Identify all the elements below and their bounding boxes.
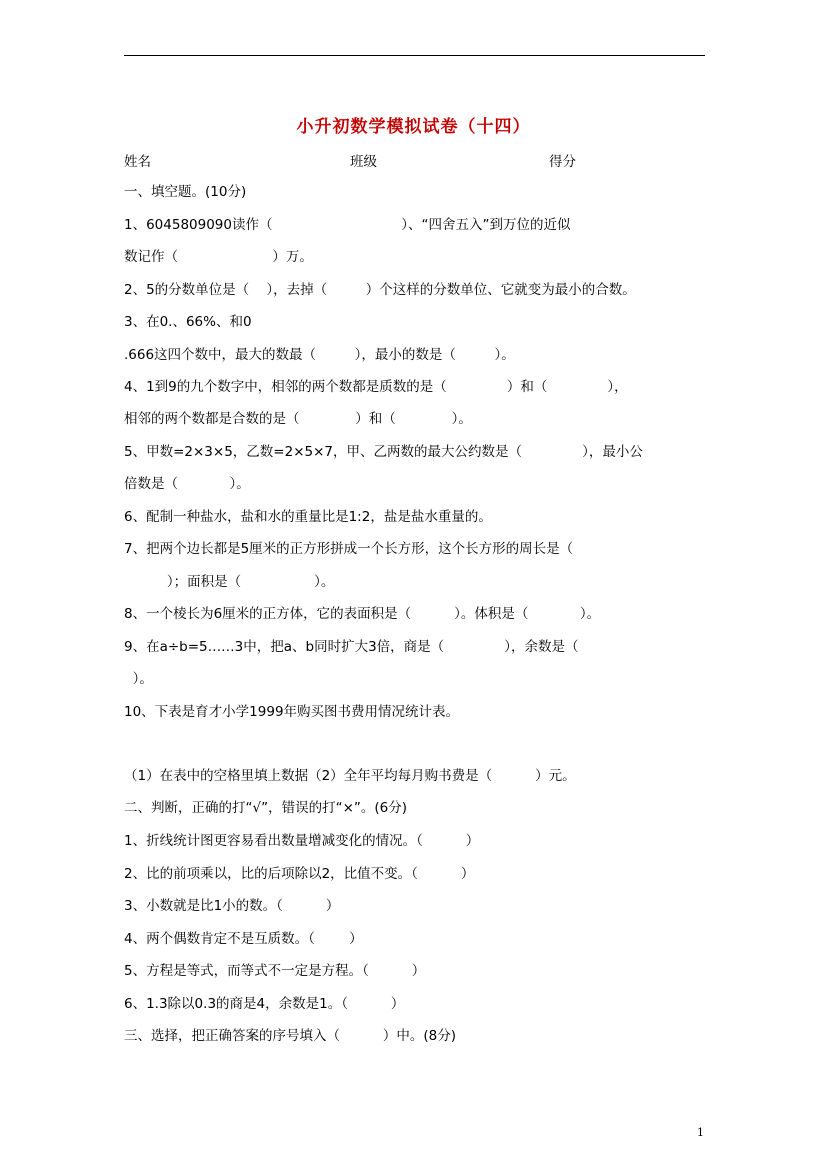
question-line: ）；面积是（ ）。 <box>124 574 335 590</box>
judgement-item: 5、方程是等式，而等式不一定是方程。（ ） <box>124 963 426 979</box>
question-line: 倍数是（ ）。 <box>124 476 250 492</box>
name-label: 姓名 <box>124 154 151 170</box>
question-line: 1、6045809090读作（ ）、“四舍五入”到万位的近似 <box>124 217 571 233</box>
question-line: 3、在0.、66%、和0 <box>124 314 252 330</box>
question-line: 10、下表是育才小学1999年购买图书费用情况统计表。 <box>124 704 460 720</box>
question-line: 4、1到9的九个数字中，相邻的两个数都是质数的是（ ）和（ ）， <box>124 379 628 395</box>
section-3-heading: 三、选择，把正确答案的序号填入（ ）中。(8分) <box>124 1028 457 1044</box>
section-1-heading: 一、填空题。(10分) <box>124 184 247 200</box>
question-line: ）。 <box>124 671 153 687</box>
page-number: 1 <box>697 1126 704 1139</box>
judgement-item: 4、两个偶数肯定不是互质数。（ ） <box>124 931 363 947</box>
header-rule <box>124 55 705 56</box>
question-line: 数记作（ ）万。 <box>124 249 313 265</box>
question-line: 8、一个棱长为6厘米的正方体，它的表面积是（ ）。体积是（ ）。 <box>124 606 601 622</box>
question-line: 5、甲数=2×3×5，乙数=2×5×7，甲、乙两数的最大公约数是（ ），最小公 <box>124 444 643 460</box>
question-line: 2、5的分数单位是（ ），去掉（ ）个这样的分数单位、它就变为最小的合数。 <box>124 282 636 298</box>
score-label: 得分 <box>549 154 576 170</box>
question-line: 9、在a÷b=5……3中，把a、b同时扩大3倍，商是（ ），余数是（ <box>124 639 579 655</box>
page-title: 小升初数学模拟试卷（十四） <box>296 117 531 137</box>
question-line: 相邻的两个数都是合数的是（ ）和（ ）。 <box>124 411 472 427</box>
question-line: .666这四个数中，最大的数最（ ），最小的数是（ ）。 <box>124 347 515 363</box>
judgement-item: 3、小数就是比1小的数。（ ） <box>124 898 340 914</box>
judgement-item: 1、折线统计图更容易看出数量增减变化的情况。（ ） <box>124 833 480 849</box>
question-line: 6、配制一种盐水，盐和水的重量比是1:2，盐是盐水重量的。 <box>124 509 492 525</box>
judgement-item: 2、比的前项乘以，比的后项除以2，比值不变。（ ） <box>124 866 475 882</box>
class-label: 班级 <box>350 154 377 170</box>
question-line: 7、把两个边长都是5厘米的正方形拼成一个长方形，这个长方形的周长是（ <box>124 541 574 557</box>
section-2-heading: 二、判断，正确的打“√”，错误的打“×”。(6分) <box>124 800 408 816</box>
question-line: （1）在表中的空格里填上数据（2）全年平均每月购书费是（ ）元。 <box>124 768 576 784</box>
judgement-item: 6、1.3除以0.3的商是4，余数是1。（ ） <box>124 996 405 1012</box>
